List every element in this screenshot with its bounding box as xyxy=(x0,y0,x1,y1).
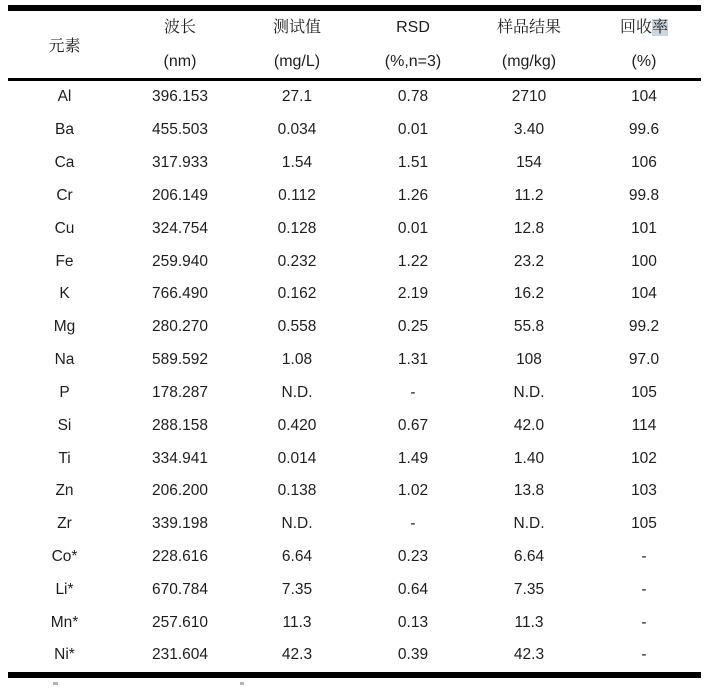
value-cell: 178.287 xyxy=(151,383,209,401)
value-cell: N.D. xyxy=(281,383,313,401)
value-cell: 0.034 xyxy=(277,121,317,139)
value-cell: 1.22 xyxy=(397,252,429,270)
value-cell: 6.64 xyxy=(513,548,545,565)
element-cell: Cu xyxy=(54,219,75,237)
value-cell: 11.2 xyxy=(514,186,544,204)
value-cell: 0.420 xyxy=(277,416,317,434)
table-row xyxy=(8,278,701,311)
column-header-0 xyxy=(8,11,121,78)
element-cell: K xyxy=(59,285,70,303)
value-cell: 103 xyxy=(631,482,657,500)
highlighted-character: 率 xyxy=(652,19,669,36)
value-cell: 280.270 xyxy=(151,318,209,336)
table-row xyxy=(8,212,701,245)
value-cell: 324.754 xyxy=(151,219,209,237)
element-cell: P xyxy=(59,383,70,401)
value-cell: 42.3 xyxy=(281,646,313,664)
column-unit: (mg/kg) xyxy=(501,52,557,70)
value-cell: 0.558 xyxy=(277,318,317,336)
column-unit: (mg/L) xyxy=(273,52,321,70)
value-cell: N.D. xyxy=(281,515,313,533)
value-cell: 766.490 xyxy=(151,285,209,303)
value-cell: 1.49 xyxy=(397,449,429,467)
value-cell: 0.014 xyxy=(277,449,317,467)
value-cell: 1.08 xyxy=(281,351,313,369)
value-cell: 259.940 xyxy=(151,252,209,270)
value-cell: 106 xyxy=(631,154,657,172)
results-table xyxy=(8,5,701,678)
table-row xyxy=(8,442,701,475)
clipped-footnote-mark xyxy=(240,682,244,685)
value-cell: 2710 xyxy=(511,88,547,106)
column-header-5 xyxy=(587,11,701,78)
table-row xyxy=(8,245,701,278)
value-cell: 23.2 xyxy=(513,252,545,270)
value-cell: 11.3 xyxy=(282,613,312,631)
value-cell: 206.200 xyxy=(151,482,209,500)
table-row xyxy=(8,606,701,639)
table-row xyxy=(8,573,701,606)
column-label: 测试值 xyxy=(272,19,321,36)
value-cell: 1.02 xyxy=(397,482,429,500)
value-cell: 0.138 xyxy=(277,482,317,500)
value-cell: 101 xyxy=(631,219,657,237)
value-cell: 339.198 xyxy=(151,515,209,533)
element-cell: Li* xyxy=(55,580,74,598)
value-cell: 27.1 xyxy=(281,88,313,106)
value-cell: 42.0 xyxy=(513,416,545,434)
value-cell: 105 xyxy=(631,383,657,401)
element-cell: Zn xyxy=(55,482,74,500)
table-row xyxy=(8,475,701,508)
value-cell: 55.8 xyxy=(513,318,545,336)
value-cell: 99.8 xyxy=(628,186,660,204)
value-cell: 231.604 xyxy=(151,646,209,664)
value-cell: 6.64 xyxy=(281,548,313,565)
value-cell: 0.01 xyxy=(397,219,429,237)
clipped-footnote-mark xyxy=(53,682,58,685)
element-cell: Ti xyxy=(58,449,71,467)
value-cell: 11.3 xyxy=(514,613,544,631)
column-header-1 xyxy=(121,11,239,78)
table-row xyxy=(8,81,701,114)
value-cell: 7.35 xyxy=(513,580,545,598)
value-cell: 100 xyxy=(631,252,657,270)
value-cell: 228.616 xyxy=(151,548,209,565)
table-row xyxy=(8,179,701,212)
column-header-3 xyxy=(355,11,471,78)
value-cell: 2.19 xyxy=(397,285,429,303)
element-cell: Al xyxy=(57,88,72,106)
value-cell: 455.503 xyxy=(151,121,209,139)
table-row xyxy=(8,344,701,377)
value-cell: N.D. xyxy=(513,515,545,533)
value-cell: 114 xyxy=(631,416,657,434)
value-cell: 99.6 xyxy=(628,121,660,139)
value-cell: 1.54 xyxy=(281,154,313,172)
value-cell: 3.40 xyxy=(513,121,545,139)
value-cell: 396.153 xyxy=(151,88,209,106)
column-label: RSD xyxy=(396,19,430,36)
value-cell: 97.0 xyxy=(628,351,660,369)
table-row xyxy=(8,508,701,541)
value-cell: 0.39 xyxy=(397,646,429,664)
value-cell: 0.23 xyxy=(397,548,429,565)
value-cell: 1.51 xyxy=(397,154,429,172)
value-cell: - xyxy=(641,548,647,565)
value-cell: 1.26 xyxy=(397,186,429,204)
value-cell: 0.01 xyxy=(397,121,429,139)
element-cell: Ca xyxy=(54,154,75,172)
table-row xyxy=(8,541,701,574)
table-row xyxy=(8,409,701,442)
value-cell: 13.8 xyxy=(513,482,545,500)
value-cell: 0.13 xyxy=(397,613,429,631)
table-row xyxy=(8,376,701,409)
element-cell: Mn* xyxy=(50,613,79,631)
value-cell: 0.25 xyxy=(397,318,429,336)
value-cell: 42.3 xyxy=(513,646,545,664)
table-row xyxy=(8,114,701,147)
value-cell: 154 xyxy=(516,154,542,172)
column-header-4 xyxy=(471,11,587,78)
element-cell: Mg xyxy=(53,318,76,336)
column-header-2 xyxy=(239,11,355,78)
column-label: 元素 xyxy=(48,38,81,55)
value-cell: 670.784 xyxy=(151,580,209,598)
value-cell: 0.128 xyxy=(277,219,317,237)
value-cell: - xyxy=(410,383,416,401)
table-body xyxy=(8,81,701,672)
column-unit: (%) xyxy=(631,52,657,70)
value-cell: 0.78 xyxy=(397,88,429,106)
value-cell: - xyxy=(410,515,416,533)
table-row xyxy=(8,311,701,344)
value-cell: 257.610 xyxy=(151,613,209,631)
value-cell: 0.112 xyxy=(278,186,316,204)
element-cell: Ni* xyxy=(54,646,75,664)
column-label: 回收率 xyxy=(619,19,669,36)
value-cell: 206.149 xyxy=(151,186,209,204)
value-cell: 317.933 xyxy=(151,154,209,172)
column-label: 波长 xyxy=(163,19,196,36)
table-bottom-rule xyxy=(8,672,701,678)
value-cell: 0.232 xyxy=(277,252,317,270)
value-cell: - xyxy=(641,646,647,664)
element-cell: Si xyxy=(57,416,72,434)
value-cell: 1.31 xyxy=(397,351,429,369)
value-cell: - xyxy=(641,613,647,631)
table-row xyxy=(8,639,701,672)
value-cell: 102 xyxy=(631,449,657,467)
element-cell: Fe xyxy=(55,252,74,270)
element-cell: Ba xyxy=(55,121,74,139)
value-cell: 334.941 xyxy=(151,449,209,467)
value-cell: 104 xyxy=(631,285,657,303)
value-cell: 0.162 xyxy=(277,285,317,303)
element-cell: Co* xyxy=(51,548,78,565)
value-cell: N.D. xyxy=(513,383,545,401)
value-cell: 104 xyxy=(631,88,657,106)
table-row xyxy=(8,147,701,180)
value-cell: - xyxy=(641,580,647,598)
value-cell: 0.64 xyxy=(397,580,429,598)
value-cell: 16.2 xyxy=(513,285,545,303)
column-label: 样品结果 xyxy=(496,19,561,36)
value-cell: 1.40 xyxy=(513,449,545,467)
element-cell: Zr xyxy=(57,515,72,533)
value-cell: 105 xyxy=(631,515,657,533)
value-cell: 99.2 xyxy=(628,318,660,336)
table-header-row xyxy=(8,11,701,78)
value-cell: 108 xyxy=(516,351,542,369)
value-cell: 7.35 xyxy=(281,580,313,598)
column-unit: (nm) xyxy=(163,52,197,70)
value-cell: 12.8 xyxy=(513,219,545,237)
value-cell: 288.158 xyxy=(151,416,209,434)
element-cell: Cr xyxy=(56,186,73,204)
element-cell: Na xyxy=(54,351,75,369)
value-cell: 589.592 xyxy=(151,351,209,369)
value-cell: 0.67 xyxy=(397,416,429,434)
column-unit: (%,n=3) xyxy=(384,52,442,70)
